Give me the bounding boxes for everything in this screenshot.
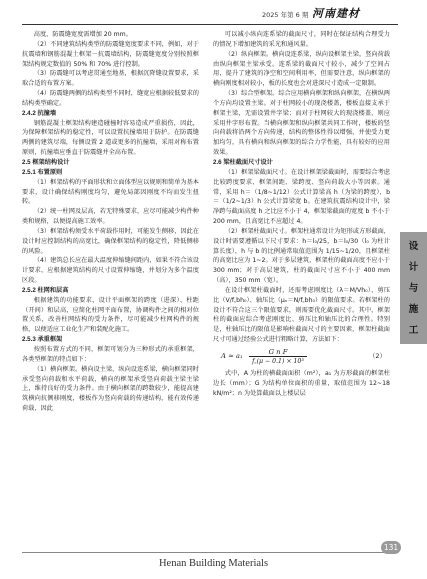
side-tab-char: 与 [408, 283, 419, 294]
journal-brand-logo: 河南建材 [312, 7, 360, 20]
footer-rule [22, 552, 398, 553]
section-heading: 2.6 梁柱截面尺寸设计 [213, 158, 273, 166]
formula-block [213, 348, 390, 366]
paragraph: （2）不同建筑结构类型的防震缝宽度要求不同，例如，对于抗震墙和钢筋混凝土框架－抗震墙结构，防震缝宽度分别按照框架结构规定数值的 50% 和 70% 进行控制。 [22, 40, 199, 68]
side-tab-char: 施 [408, 304, 419, 315]
section-side-tab [400, 232, 427, 344]
header-rule [22, 24, 398, 25]
paragraph: 可以减小纵向连系梁的截面尺寸，同时在保证结构合理受力的情况下增加建筑的采光和通风量。 [213, 31, 390, 48]
right-column-bottom [213, 369, 390, 399]
formula-denominator: f꜀(μ − 0.1) × 10³ [252, 358, 304, 365]
paragraph: （1）框架结构的平面形状和立面体型应以规则和简单为基本要求，设计确保结构刚度均匀，避免局部因刚度不均而发生扭转。 [22, 178, 199, 206]
section-heading: 2.5 框架结构设计 [22, 158, 70, 166]
paragraph: （2）纵向框架。横向设连系梁，纵向设框架主梁，竖向荷载由纵向框架主梁承受。连系梁的截面尺寸较小，减少了空间占用，提升了建筑的净空和空间利用率，但需要注意，纵向框架的横向刚度相对较小，板的长度也会对进深尺寸造成一定限制。 [213, 50, 390, 88]
paragraph: （4）防震缝两侧的结构类型不同时，缝宽应根据较低要求的结构类型确定。 [22, 90, 199, 107]
paragraph: （3）框架结构须受水平荷载作用时，可能发生侧移，因此在设计时应控制结构的高宽比，确保框架结构的稳定性，降低侧移的风险。 [22, 227, 199, 255]
paragraph: 在设计框架柱截面时，还需考虑刚度比（λ＝M/Vh₀）、剪压比（V/f꜀bh₀）、轴压比（μₙ＝N/f꜀bh₀）的限值要求。若框架柱的设计不符合这三个限值要求，则需要优化截面尺寸。其中，框架柱的截面应综合考虑刚度比、剪压比和轴压比的合理性。特别是，柱轴压比的限值是影响柱截面尺寸的主要因素，框架柱截面尺寸可通过经验公式进行粗略计算，方法如下： [213, 286, 390, 344]
paragraph: （2）统一柱网及层高，若无特殊要求，应尽可能减少构件种类和规格，以便提高施工效率。 [22, 208, 199, 226]
page-header-year: 2025 年第 6 期 [262, 11, 309, 19]
paragraph: 高度，防震缝宽度需增加 20 mm。 [33, 31, 132, 38]
right-column-top [213, 30, 390, 345]
paragraph: （1）横向框架。横向设主梁，纵向设连系梁，横向框架同时承受竖向荷载和水平荷载，横向的框架承受竖向荷载主梁主梁上，维持良好的受力条件。由于横向框架的跨数较少，能提高建筑横向抗侧移刚度，楼板作为竖向荷载的传递结构，能有效传递荷载，因此 [22, 365, 199, 413]
article-column-right [213, 30, 390, 399]
side-tab-char: 工 [408, 325, 419, 336]
page-number-badge: 131 [381, 541, 401, 554]
formula-number: （2） [368, 352, 386, 360]
journal-footer-title: Henan Building Materials [158, 558, 269, 569]
side-tab-char: 设 [408, 241, 419, 252]
paragraph: （3）综合型框架。综合应用横向框架和纵向框架，在横纵两个方向均设置主梁。对于柱网较小的现浇楼盖，楼板直接支承于框架主梁，无需设置井字梁；而对于柱网较大的现浇楼盖，则应采用井字形布置。当横向框架和纵向框架共同工作时，楼板的竖向荷载将沿两个方向传递，结构的整体性得以增强，并使受力更加均匀，具有横向和纵向框架的综合力学性能，具有较好的应用效果。 [213, 90, 390, 157]
article-column-left [22, 30, 199, 414]
section-heading: 2.5.2 柱网和层高 [22, 286, 69, 294]
paragraph: 根据建筑的功能要求，设计平面框架的跨度（进深）、柱距（开间）和层高，应简化柱网平面布置，协调构件之间的相对位置关系，改善柱网结构的受力条件，尽可能减少柱网构件的规格，以便适应工业化生产和装配化施工。 [22, 296, 199, 334]
formula-numerator: G n F [268, 348, 288, 356]
paragraph: 按照布置方式的不同，框架可划分为三种形式的承重框架，各类型框架的特点如下： [22, 346, 199, 363]
paragraph: （4）建筑总长应在最大温度伸缩缝间距内，如果不符合该设计要求，应根据建筑结构的尺寸设置伸缩缝，并划分为多个温度区段。 [22, 257, 199, 285]
section-heading: 2.4.2 抗撞墙 [22, 109, 57, 117]
paragraph: 式中，A 为柱的横截面面积（m²），a₁ 为方形截面的框架柱边长（mm）；G 为结构单位面积的重量，取值范围为 12~18 kN/m²；n 为处算截面以上楼层层 [213, 370, 390, 397]
paragraph: （1）框架梁截面尺寸。在设计框架梁截面时，需要综合考虑比较跨度要求、框架间距、梁跨度、竖向荷载大小等因素。通常，采用 h＝（1/8~1/12）公式计算梁高 h（为梁的跨度），b＝（1/2~1/3）h 公式计算梁宽 b。在建筑抗震结构设计中，梁净跨与截面高度 h 之比应不小于 4，框架梁截面的宽度 b 不小于 200 mm，且高宽比不应超过 4。 [213, 168, 390, 226]
paragraph: 钢筋混凝土框架结构建造碰撞时容易造成严重损伤，因此，为保障框架结构的稳定性，可以设置抗撞墙用于防护。在防震缝两侧的建筑尽端，每侧设置 2 道或更多的抗撞墙，采用对称布置原则，抗撞墙应垂直于防震缝并全高布置。 [22, 119, 199, 157]
side-tab-char: 计 [408, 262, 419, 273]
paragraph: （2）框架柱截面尺寸。框架柱通常设计为矩形或方形截面，设计时需要遵循以下尺寸要求：h＝l₀/25，b＝l₀/30（l₀ 为柱计算长度），h 与 b 的比例通常取值范围为 1/15~1/20，且框架柱的高宽比应为 1~2。对于多层建筑，框架柱的截面高度不应小于 300 mm；对于高层建筑，柱的截面尺寸应不小于 400 mm（高），350 mm（宽）。 [213, 227, 390, 285]
paragraph: （3）防震缝可以考虑贯通至地基，根据沉降缝设置要求，采取合适的布置方案。 [22, 70, 199, 88]
formula-lhs: A ≈ a₁ [221, 352, 243, 360]
section-heading: 2.5.1 布置原则 [22, 168, 63, 176]
section-heading: 2.5.3 承重框架 [22, 336, 63, 344]
